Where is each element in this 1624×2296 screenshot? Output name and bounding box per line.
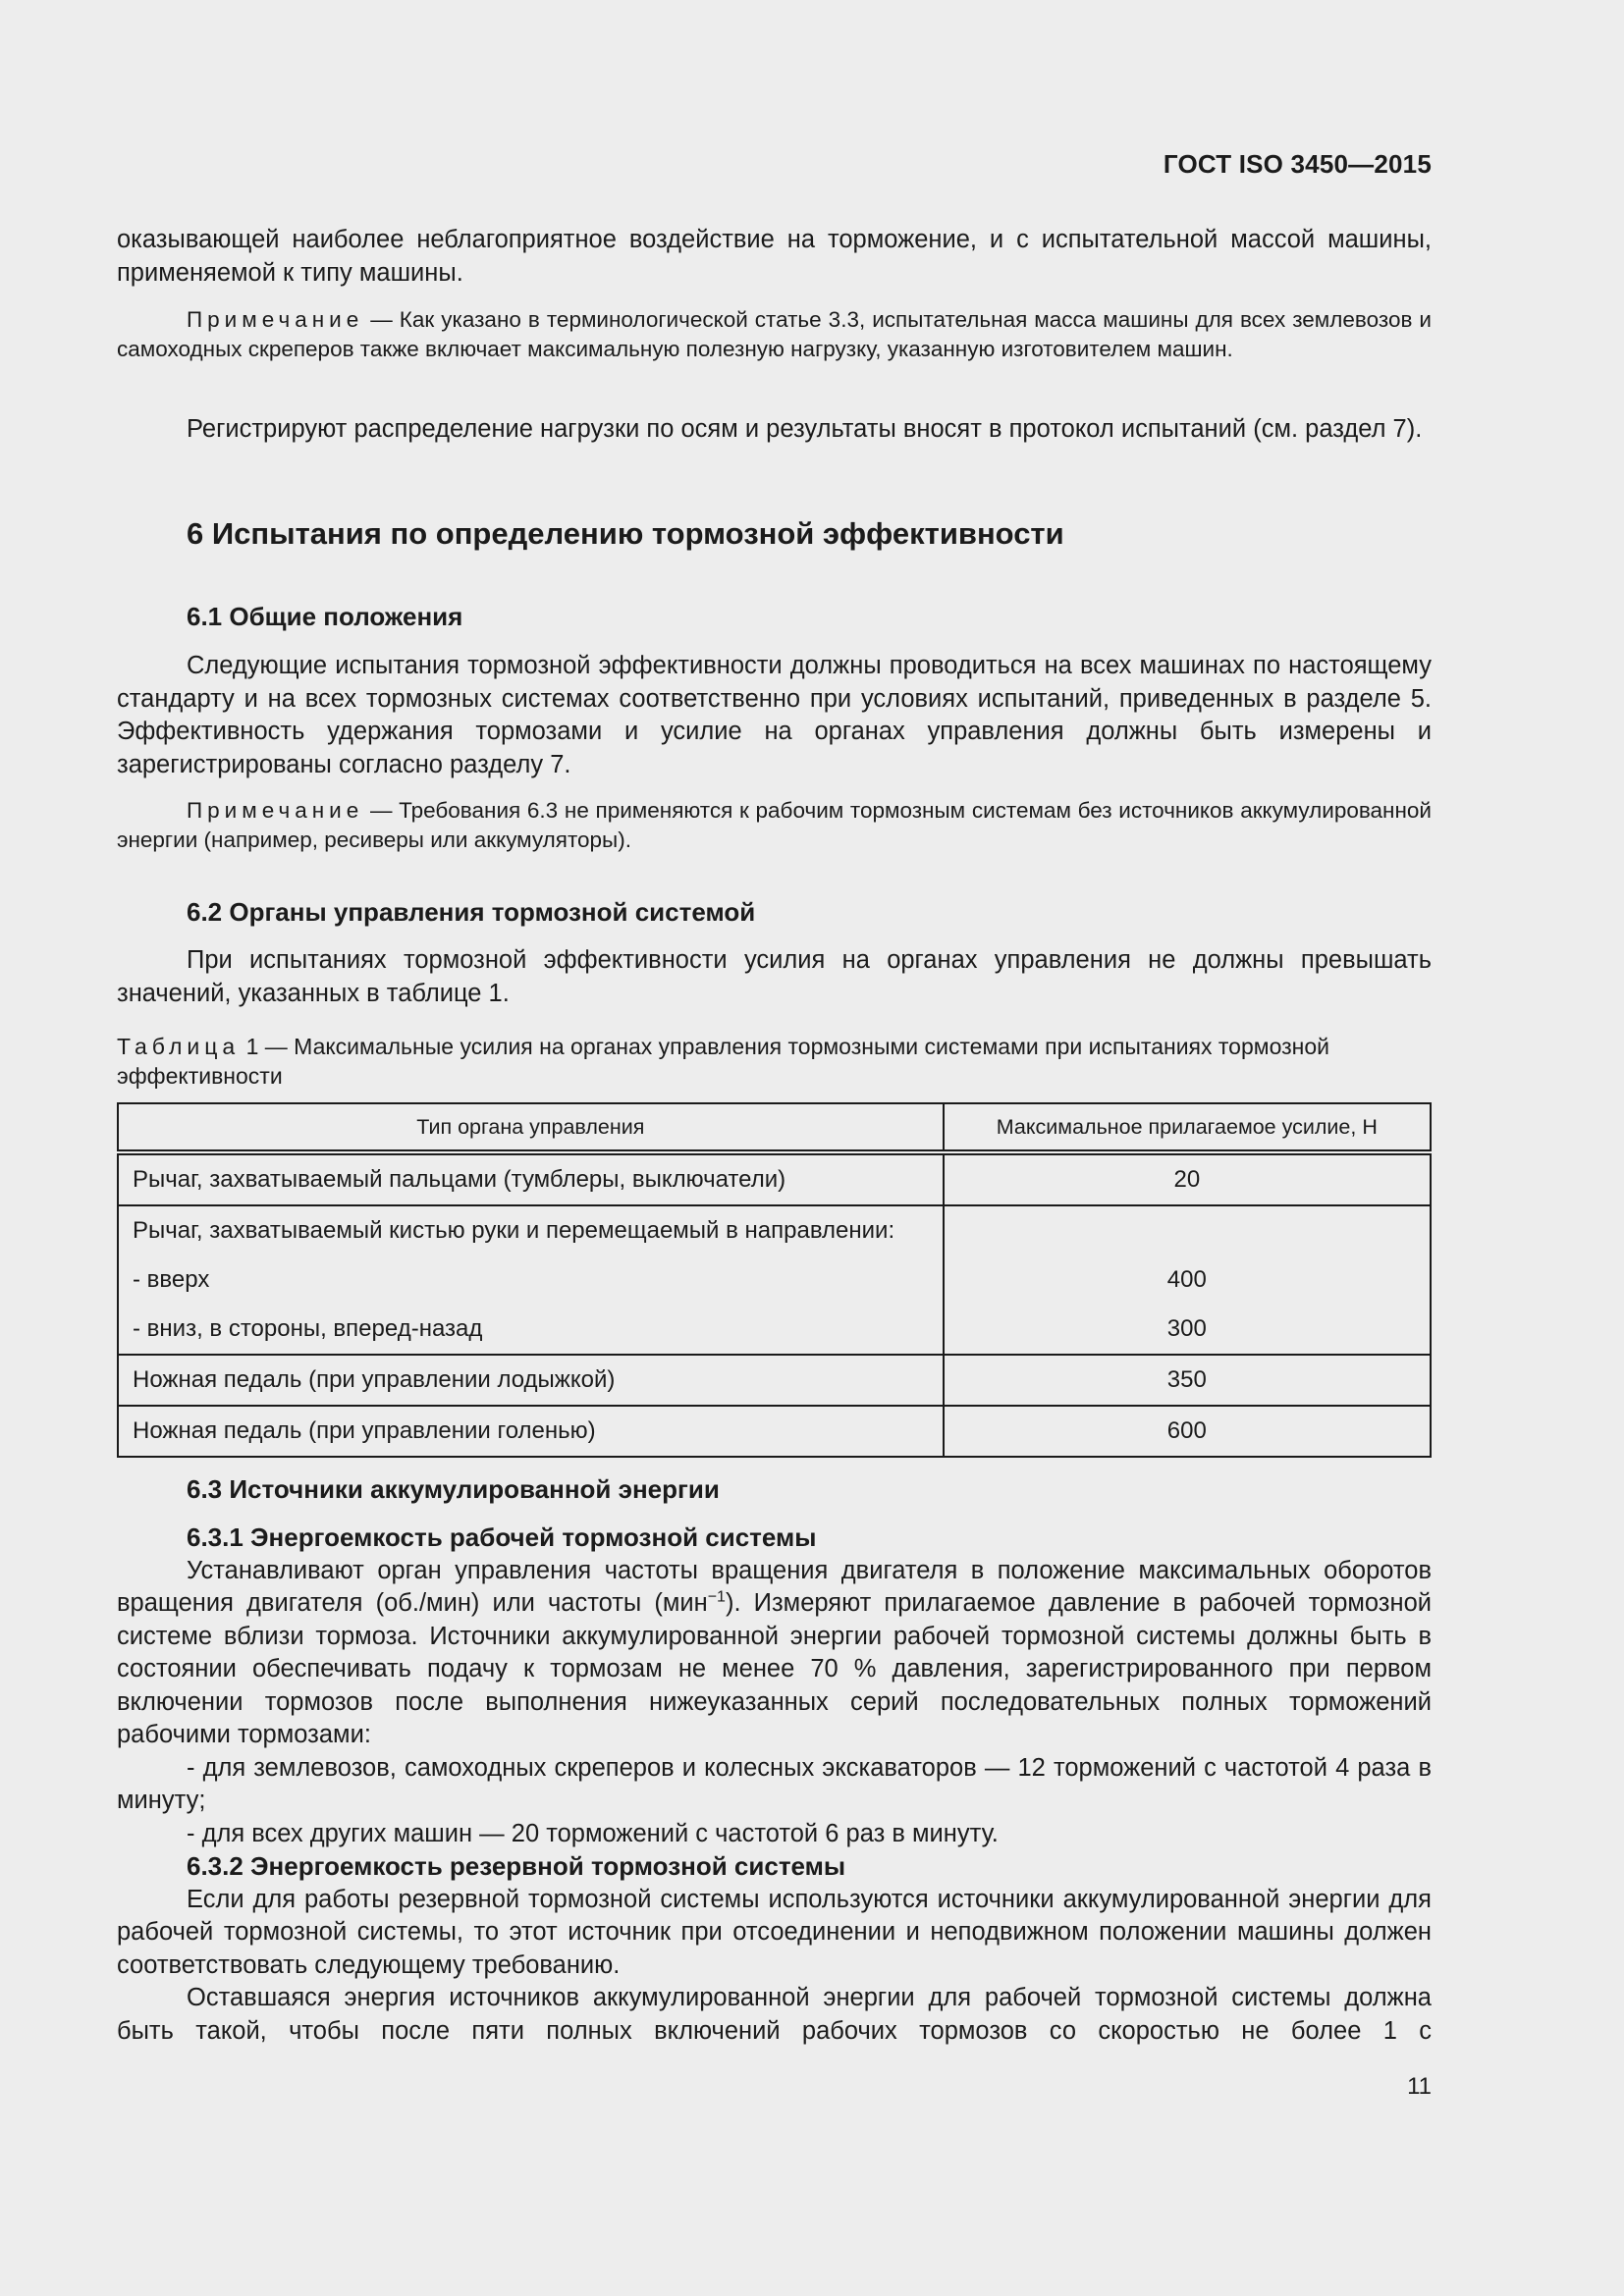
note-text: — Требования 6.3 не применяются к рабочим тормозным системам без источников аккумулированной энергии (например, ресиверы или аккумуляторы). bbox=[117, 798, 1432, 852]
table-row bbox=[118, 1406, 1431, 1457]
standard-code: ГОСТ ISO 3450—2015 bbox=[1163, 149, 1432, 179]
section-6-3-2-heading: 6.3.2 Энергоемкость резервной тормозной системы bbox=[187, 1851, 846, 1881]
list-item: - для всех других машин — 20 торможений с частотой 6 раз в минуту. bbox=[187, 1819, 999, 1847]
section-6-1-heading: 6.1 Общие положения bbox=[187, 602, 463, 631]
superscript: −1 bbox=[707, 1588, 726, 1606]
table-cell-type: Ножная педаль (при управлении голенью) bbox=[133, 1417, 596, 1444]
table-row bbox=[118, 1152, 1431, 1205]
note-label: Примечание bbox=[187, 307, 364, 332]
section-6-2-heading: 6.2 Органы управления тормозной системой bbox=[187, 897, 756, 927]
section-6-3-1-paragraph bbox=[117, 1555, 1432, 1752]
table-cell-type: Ножная педаль (при управлении лодыжкой) bbox=[133, 1366, 616, 1393]
section-6-3-1-heading: 6.3.1 Энергоемкость рабочей тормозной системы bbox=[187, 1522, 817, 1552]
intro-note bbox=[117, 305, 1432, 364]
table-cell-type: - вверх bbox=[133, 1266, 210, 1293]
paragraph-text: Устанавливают орган управления частоты вращения двигателя в положение максимальных оборотов вращения двигателя (об./мин) или частоты (мин bbox=[117, 1556, 1432, 1617]
table-cell-force: 600 bbox=[1166, 1417, 1207, 1444]
table-row bbox=[118, 1205, 1431, 1355]
list-item: - для землевозов, самоходных скреперов и колесных экскаваторов — 12 торможений с частотой 4 раза в минуту; bbox=[117, 1753, 1432, 1814]
section-6-1-note bbox=[117, 796, 1432, 855]
axle-load-paragraph: Регистрируют распределение нагрузки по осям и результаты вносят в протокол испытаний (см. раздел 7). bbox=[187, 415, 1423, 443]
section-6-heading: 6 Испытания по определению тормозной эффективности bbox=[187, 516, 1064, 551]
table-1 bbox=[117, 1102, 1432, 1458]
table-cell-type: - вниз, в стороны, вперед-назад bbox=[133, 1315, 483, 1342]
table-cell-force bbox=[958, 1206, 1416, 1255]
table-cell-type: Рычаг, захватываемый кистью руки и перемещаемый в направлении: bbox=[133, 1217, 895, 1244]
table-cell-force: 350 bbox=[1166, 1366, 1207, 1393]
section-6-3-2-paragraph: Если для работы резервной тормозной системы используются источники аккумулированной энергии для рабочей тормозной системы, то этот источник при отсоединении и неподвижном положении машины должен соответствовать следующему требованию. bbox=[117, 1885, 1432, 1979]
table-label: Таблица bbox=[117, 1034, 241, 1059]
intro-paragraph: оказывающей наиболее неблагоприятное воздействие на торможение, и с испытательной массой машины, применяемой к типу машины. bbox=[117, 226, 1432, 287]
section-6-1-paragraph: Следующие испытания тормозной эффективности должны проводиться на всех машинах по настоящему стандарту и на всех тормозных системах соответственно при условиях испытаний, приведенных в разделе 5. Эффективность удержания тормозами и усилие на органах управления должны быть измерены и зарегистрированы согласно разделу 7. bbox=[117, 652, 1432, 778]
column-header: Тип органа управления bbox=[118, 1103, 944, 1152]
table-header-row bbox=[118, 1103, 1431, 1152]
section-6-3-2-paragraph: Оставшаяся энергия источников аккумулированной энергии для рабочей тормозной системы должна быть такой, чтобы после пяти полных включений рабочих тормозов со скоростью не более 1 с bbox=[117, 1984, 1432, 2045]
paragraph-text: ). Измеряют прилагаемое давление в рабочей тормозной системе вблизи тормоза. Источники аккумулированной энергии рабочей тормозной системы должны быть в состоянии обеспечивать подачу к тормозам не менее 70 % давления, зарегистрированного при первом включении тормозов после выполнения нижеуказанных серий последовательных полных торможений рабочими тормозами: bbox=[117, 1589, 1433, 1748]
table-cell-type: Рычаг, захватываемый пальцами (тумблеры, выключатели) bbox=[133, 1166, 786, 1193]
table-row bbox=[118, 1355, 1431, 1406]
table-1-caption bbox=[117, 1032, 1432, 1091]
note-label: Примечание bbox=[187, 798, 364, 823]
table-cell-force: 300 bbox=[1166, 1315, 1207, 1342]
table-cell-force: 20 bbox=[1173, 1166, 1201, 1193]
page-number: 11 bbox=[1407, 2073, 1432, 2100]
table-cell-force: 400 bbox=[1166, 1266, 1207, 1293]
note-text: — Как указано в терминологической статье 3.3, испытательная масса машины для всех землевозов и самоходных скреперов также включает максимальную полезную нагрузку, указанную изготовителем машин. bbox=[117, 307, 1432, 361]
table-caption-text: 1 — Максимальные усилия на органах управления тормозными системами при испытаниях тормозной эффективности bbox=[117, 1034, 1329, 1089]
section-6-3-heading: 6.3 Источники аккумулированной энергии bbox=[187, 1474, 720, 1504]
column-header: Максимальное прилагаемое усилие, Н bbox=[944, 1103, 1431, 1152]
section-6-2-paragraph: При испытаниях тормозной эффективности усилия на органах управления не должны превышать значений, указанных в таблице 1. bbox=[117, 946, 1432, 1007]
